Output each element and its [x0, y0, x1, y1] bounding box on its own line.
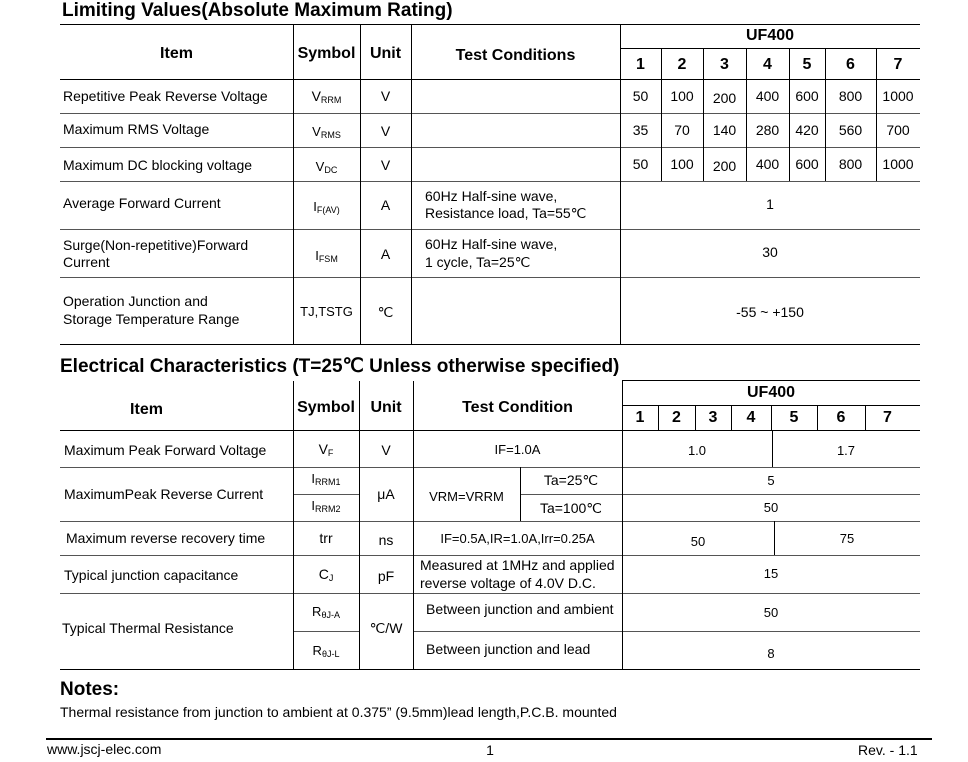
row-symbol: $I_{RRM1}$ [311, 471, 341, 487]
limiting-title: Limiting Values(Absolute Maximum Rating) [62, 0, 453, 21]
temperature-condition: Ta=100℃ [539, 500, 603, 516]
row-symbol: trr [319, 530, 333, 546]
value-cell: 8 [767, 646, 775, 661]
column-2: 2 [672, 409, 681, 426]
value-cell: 1000 [882, 88, 914, 104]
value-cell: 100 [670, 88, 694, 104]
row-symbol: $I_{RRM2}$ [311, 498, 341, 514]
row-symbol: $V_F$ [318, 441, 334, 458]
row-unit: V [380, 157, 391, 173]
test-condition: Between junction and ambient [426, 601, 614, 617]
column-4: 4 [763, 56, 772, 73]
test-condition: VRM=VRRM [429, 489, 504, 504]
header-unit: Unit [369, 45, 402, 62]
value-cell: 100 [670, 156, 694, 172]
row-unit: V [380, 123, 391, 139]
header-item: Item [130, 401, 163, 418]
notes-title: Notes: [60, 679, 120, 700]
value-cell: 5 [767, 473, 775, 488]
row-item: Maximum DC blocking voltage [63, 157, 253, 173]
row-symbol: $R_{\theta J-A}$ [312, 604, 340, 620]
row-symbol: $I_{F(AV)}$ [313, 199, 340, 215]
row-unit: pF [377, 568, 395, 584]
row-unit: μA [377, 486, 395, 502]
value-cell: -55 ~ +150 [736, 304, 804, 320]
value-cell: 1.7 [836, 443, 856, 458]
value-cell: 35 [632, 122, 649, 138]
row-unit: A [380, 197, 391, 213]
value-cell: 1.0 [687, 443, 707, 458]
column-6: 6 [846, 56, 855, 73]
column-1: 1 [636, 56, 645, 73]
value-cell: 700 [886, 122, 910, 138]
test-condition: IF=1.0A [494, 442, 541, 457]
test-condition: reverse voltage of 4.0V D.C. [420, 575, 596, 591]
row-symbol: $C_J$ [318, 566, 334, 583]
header-test-condition: Test Condition [462, 399, 573, 416]
value-cell: 200 [712, 90, 737, 106]
row-item: Operation Junction and [63, 293, 208, 309]
row-symbol: $V_{DC}$ [315, 159, 338, 175]
value-cell: 600 [795, 156, 819, 172]
test-condition: 1 cycle, Ta=25℃ [425, 254, 531, 270]
row-item: Maximum Peak Forward Voltage [64, 442, 267, 458]
value-cell: 800 [838, 88, 863, 104]
row-symbol: $V_{RRM}$ [311, 88, 342, 105]
row-item: Typical junction capacitance [64, 567, 239, 583]
revision: Rev. - 1.1 [858, 742, 918, 758]
value-cell: 400 [755, 88, 780, 104]
value-cell: 50 [690, 534, 706, 549]
value-cell: 1000 [882, 156, 914, 172]
row-symbol: $R_{\theta J-L}$ [312, 643, 340, 659]
header-part-number: UF400 [746, 384, 796, 401]
value-cell: 75 [839, 531, 855, 546]
row-unit: V [380, 88, 391, 104]
column-7: 7 [893, 56, 903, 73]
value-cell: 15 [763, 566, 779, 581]
value-cell: 140 [712, 122, 737, 138]
column-7: 7 [883, 409, 892, 426]
column-3: 3 [720, 56, 729, 73]
row-item: Current [63, 254, 110, 270]
row-symbol: $V_{RMS}$ [312, 124, 341, 140]
row-item: Maximum reverse recovery time [66, 530, 266, 546]
row-item: Average Forward Current [63, 195, 221, 211]
value-cell: 50 [632, 156, 649, 172]
test-condition: IF=0.5A,IR=1.0A,Irr=0.25A [440, 531, 595, 546]
value-cell: 280 [755, 122, 780, 138]
test-condition: Between junction and lead [426, 641, 591, 657]
column-5: 5 [802, 56, 812, 73]
row-item: Repetitive Peak Reverse Voltage [63, 88, 268, 104]
row-unit: ℃ [377, 304, 394, 320]
header-test-conditions: Test Conditions [455, 47, 576, 64]
value-cell: 1 [766, 196, 774, 212]
test-condition: 60Hz Half-sine wave, [425, 188, 558, 204]
test-condition: 60Hz Half-sine wave, [425, 236, 558, 252]
column-3: 3 [708, 409, 718, 426]
page-number: 1 [486, 742, 494, 758]
footer-url[interactable]: www.jscj-elec.com [47, 741, 162, 757]
row-unit: ℃/W [369, 620, 403, 636]
row-item: Typical Thermal Resistance [62, 620, 234, 636]
column-4: 4 [746, 409, 756, 426]
value-cell: 560 [838, 122, 863, 138]
value-cell: 200 [712, 158, 737, 174]
header-symbol: Symbol [297, 399, 355, 416]
header-item: Item [160, 45, 193, 62]
row-item: MaximumPeak Reverse Current [64, 486, 264, 502]
value-cell: 50 [763, 500, 779, 515]
row-item: Surge(Non-repetitive)Forward [63, 237, 249, 253]
column-6: 6 [836, 409, 846, 426]
value-cell: 30 [762, 244, 778, 260]
header-part-number: UF400 [745, 27, 795, 44]
notes-text: Thermal resistance from junction to ambient at 0.375” (9.5mm)lead length,P.C.B. mounted [60, 704, 617, 720]
header-symbol: Symbol [297, 45, 356, 62]
test-condition: Resistance load, Ta=55℃ [425, 205, 587, 221]
row-unit: V [381, 442, 391, 458]
temperature-condition: Ta=25℃ [543, 472, 599, 488]
row-unit: A [380, 246, 391, 262]
row-unit: ns [378, 532, 394, 548]
value-cell: 420 [795, 122, 819, 138]
row-item: Storage Temperature Range [63, 311, 240, 327]
value-cell: 50 [763, 605, 779, 620]
value-cell: 400 [755, 156, 780, 172]
row-item: Maximum RMS Voltage [63, 121, 210, 137]
electrical-title: Electrical Characteristics (T=25℃ Unless otherwise specified) [60, 356, 620, 377]
header-unit: Unit [370, 399, 402, 416]
column-5: 5 [789, 409, 799, 426]
test-condition: Measured at 1MHz and applied [420, 557, 615, 573]
column-1: 1 [635, 409, 645, 426]
row-symbol: TJ,TSTG [300, 304, 353, 319]
row-symbol: $I_{FSM}$ [315, 248, 338, 264]
value-cell: 600 [795, 88, 819, 104]
column-2: 2 [677, 56, 687, 73]
value-cell: 50 [632, 88, 649, 104]
value-cell: 70 [674, 122, 690, 138]
value-cell: 800 [838, 156, 863, 172]
